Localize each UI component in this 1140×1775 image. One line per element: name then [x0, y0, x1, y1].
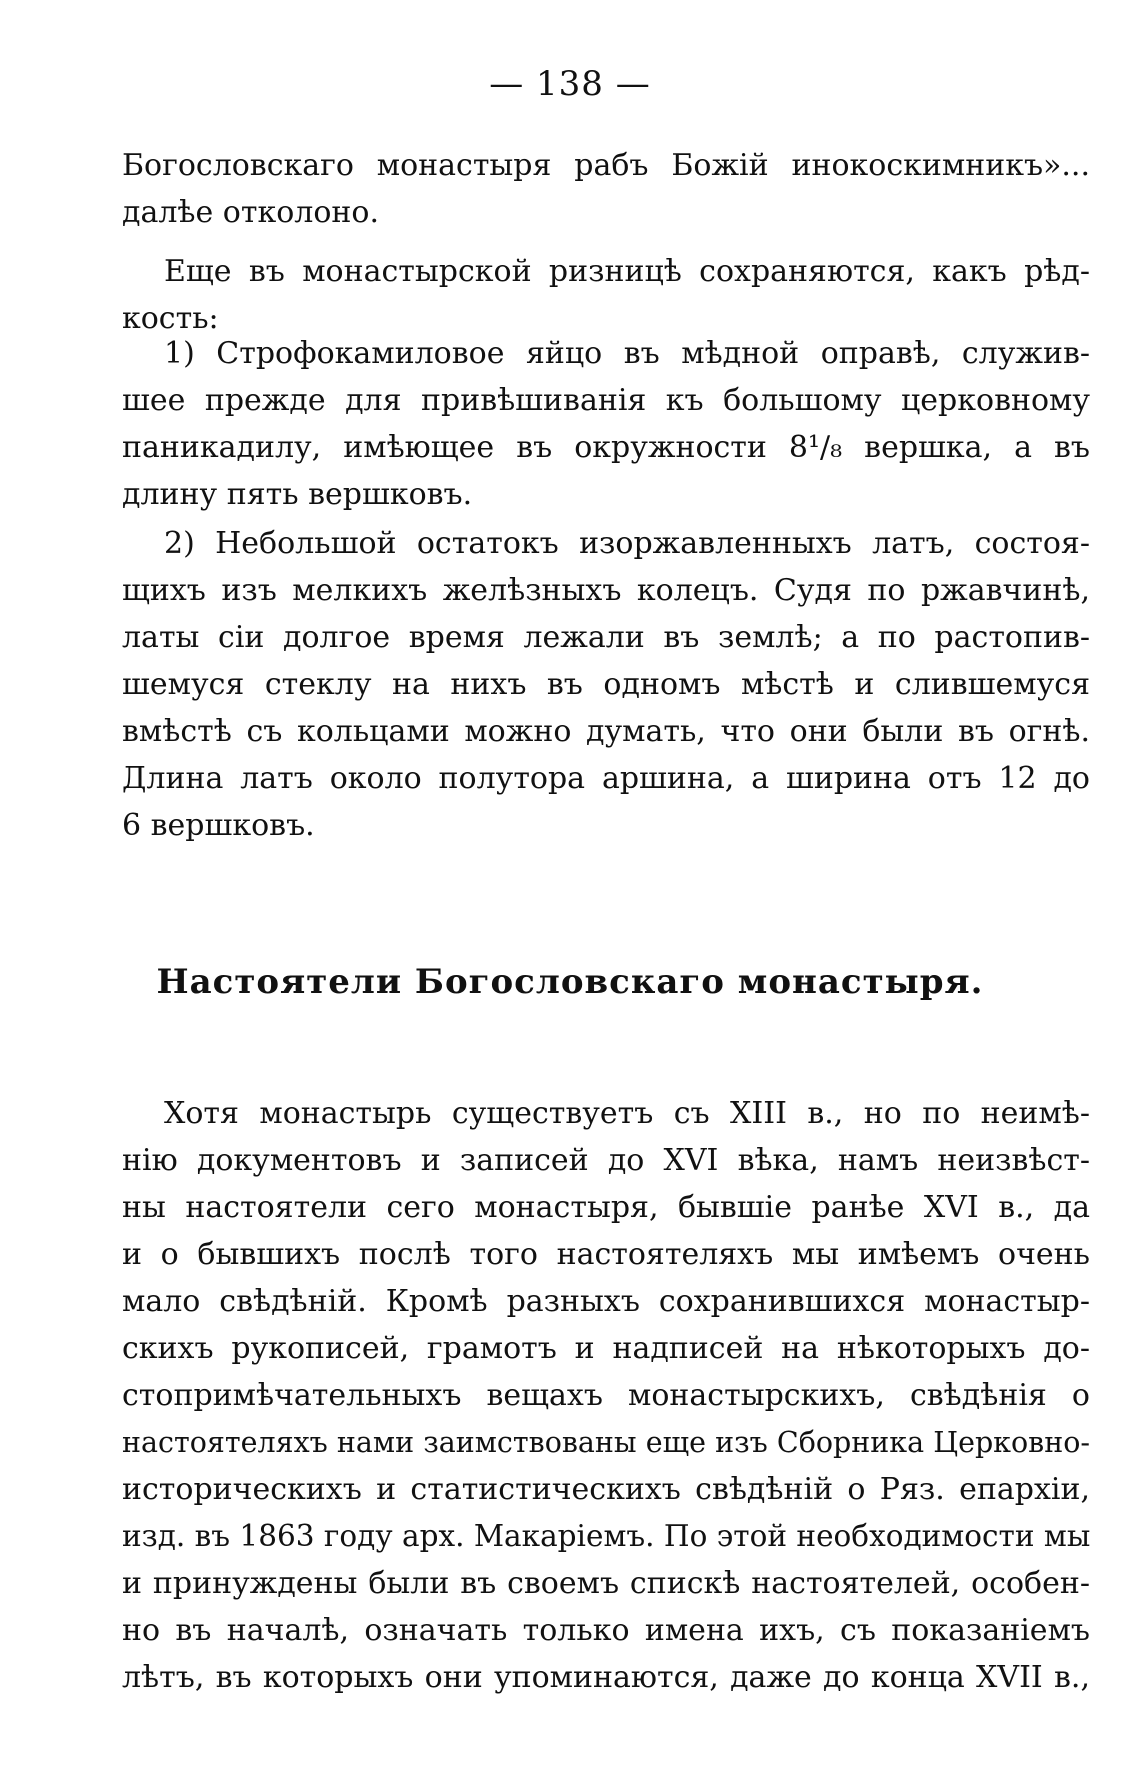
text-line: шемуся стеклу на нихъ въ одномъ мѣстѣ и слившемуся [122, 667, 1090, 702]
text-line: шее прежде для привѣшиванія къ большому церковному [122, 383, 1090, 418]
text-line: латы сіи долгое время лежали въ землѣ; а по растопив- [122, 620, 1090, 655]
text-line: мало свѣдѣній. Кромѣ разныхъ сохранившихся монастыр- [122, 1284, 1090, 1319]
text-line: историческихъ и статистическихъ свѣдѣній о Ряз. епархіи, [122, 1472, 1090, 1507]
text-line: Хотя монастырь существуетъ съ XIII в., но по неимѣ- [164, 1096, 1090, 1131]
text-line: 6 вершковъ. [122, 808, 315, 843]
text-line: нію документовъ и записей до XVI вѣка, намъ неизвѣст- [122, 1143, 1090, 1178]
paragraph-ostrich-egg [122, 330, 1090, 518]
paragraph-inscription-end [122, 142, 1090, 236]
text-line: Еще въ монастырской ризницѣ сохраняются, какъ рѣд- [164, 254, 1090, 289]
text-line: паникадилу, имѣющее въ окружности 8¹/₈ вершка, а въ [122, 430, 1090, 465]
paragraph-abbots-history [122, 1090, 1090, 1701]
paragraph-armor-remains [122, 520, 1090, 849]
text-line: вмѣстѣ съ кольцами можно думать, что они были въ огнѣ. [122, 714, 1090, 749]
section-heading: Настоятели Богословскаго монастыря. [156, 962, 984, 1002]
text-line: ны настоятели сего монастыря, бывшіе ранѣе XVI в., да [122, 1190, 1090, 1225]
text-line: далѣе отколоно. [122, 195, 379, 230]
text-line: 1) Строфокамиловое яйцо въ мѣдной оправѣ, служив- [164, 336, 1090, 371]
text-line: и о бывшихъ послѣ того настоятеляхъ мы имѣемъ очень [122, 1237, 1090, 1272]
text-line: лѣтъ, въ которыхъ они упоминаются, даже до конца XVII в., [122, 1660, 1090, 1695]
text-line: Длина латъ около полутора аршина, а ширина отъ 12 до [122, 761, 1090, 796]
text-line: Богословскаго монастыря рабъ Божій инокоскимникъ»... [122, 148, 1090, 183]
page-number: — 138 — [489, 64, 651, 104]
text-line: щихъ изъ мелкихъ желѣзныхъ колецъ. Судя по ржавчинѣ, [122, 573, 1090, 608]
text-line: настоятеляхъ нами заимствованы еще изъ Сборника Церковно- [122, 1426, 1090, 1459]
text-line: скихъ рукописей, грамотъ и надписей на нѣкоторыхъ до- [122, 1331, 1090, 1366]
paragraph-sacristy-rarities [122, 248, 1090, 342]
text-line: но въ началѣ, означать только имена ихъ, съ показаніемъ [122, 1613, 1090, 1648]
text-line: и принуждены были въ своемъ спискѣ настоятелей, особен- [122, 1566, 1090, 1601]
text-line: кость: [122, 301, 219, 336]
text-line: длину пять вершковъ. [122, 477, 473, 512]
text-line: стопримѣчательныхъ вещахъ монастырскихъ, свѣдѣнія о [122, 1378, 1090, 1413]
text-line: 2) Небольшой остатокъ изоржавленныхъ латъ, состоя- [164, 526, 1090, 561]
text-line: изд. въ 1863 году арх. Макаріемъ. По этой необходимости мы [122, 1519, 1090, 1553]
